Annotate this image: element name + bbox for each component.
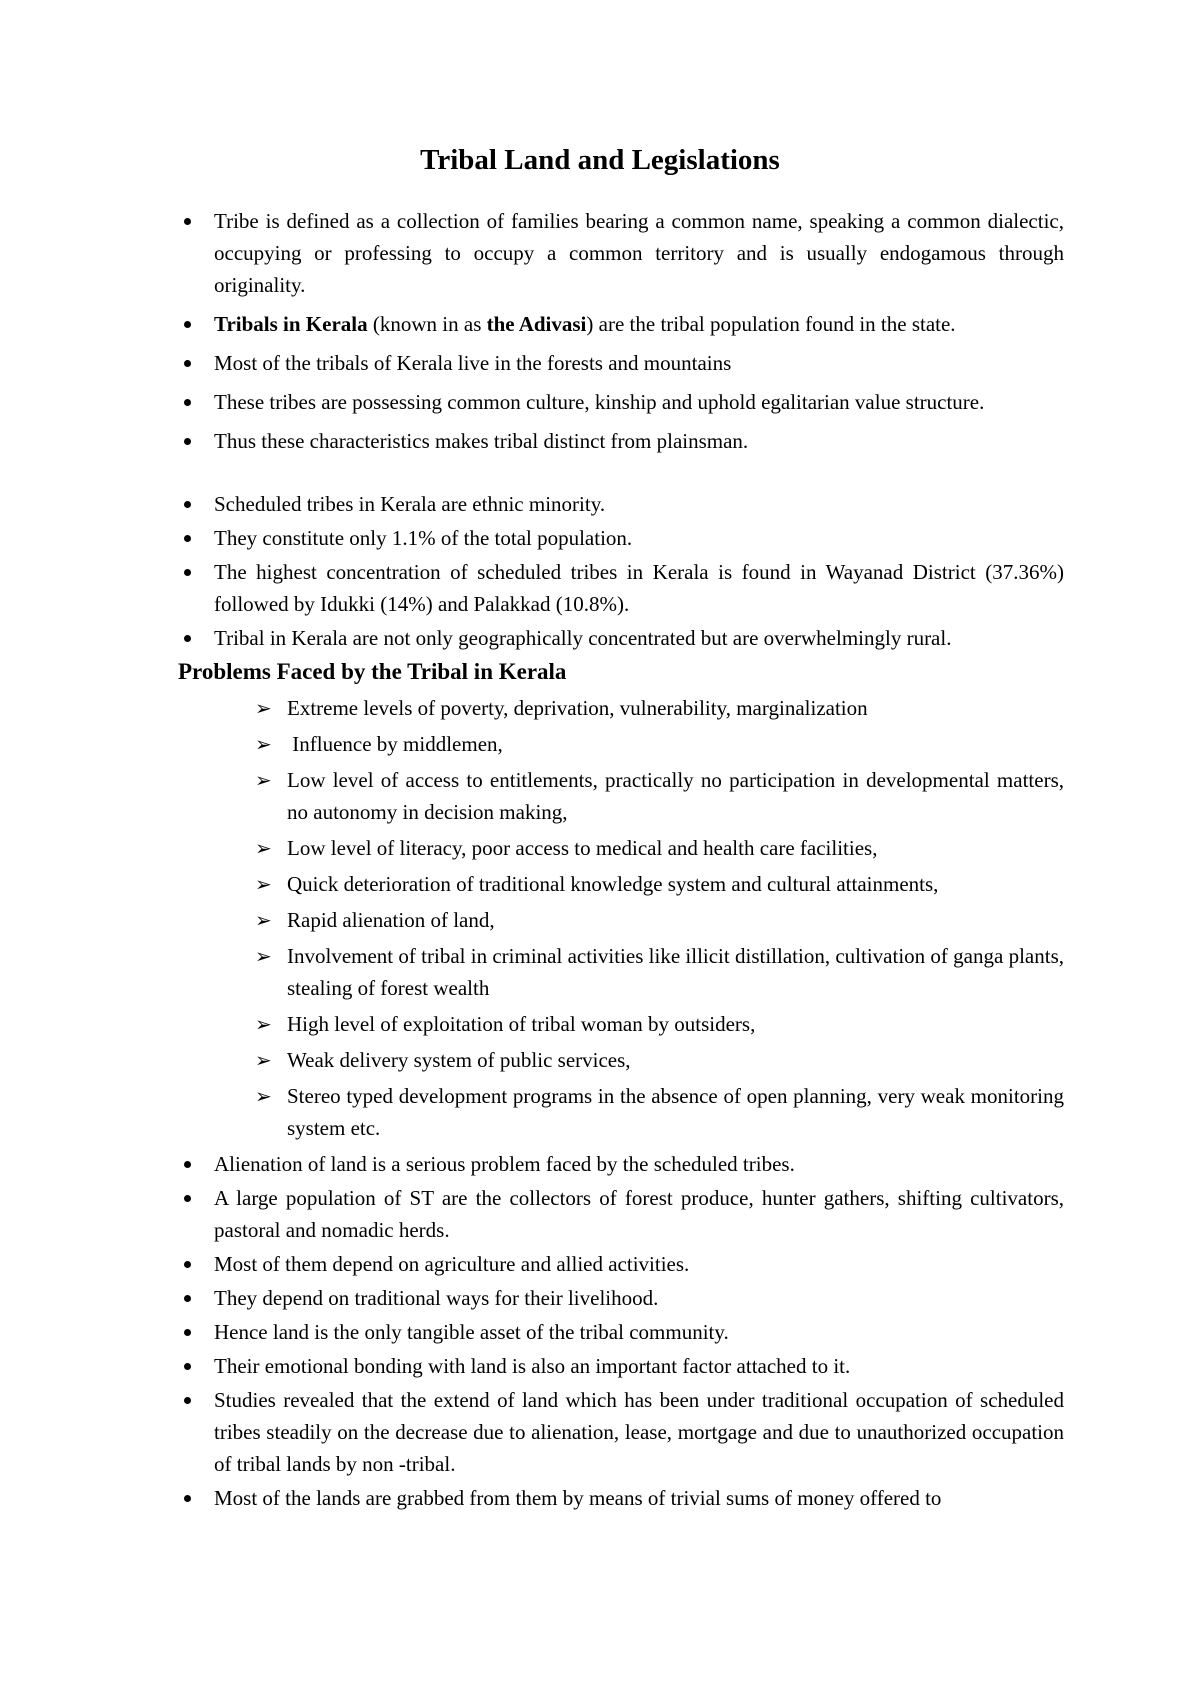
- document-body: [178, 205, 1064, 1516]
- bullet-item: Tribe is defined as a collection of families bearing a common name, speaking a common dialectic, occupying or professing to occupy a common territory and is usually endogamous through originality.: [178, 205, 1064, 301]
- arrow-item: [253, 868, 1064, 900]
- bullet-text: (known in as: [367, 312, 487, 336]
- problems-heading: Problems Faced by the Tribal in Kerala: [178, 659, 567, 684]
- bullet-item: Scheduled tribes in Kerala are ethnic minority.: [178, 488, 1064, 520]
- arrow-bullet-icon: ➢: [255, 872, 272, 896]
- arrow-bullet-icon: ➢: [255, 1084, 272, 1108]
- arrow-bullet-icon: ➢: [255, 1048, 272, 1072]
- arrow-bullet-icon: ➢: [255, 696, 272, 720]
- bullet-item: Their emotional bonding with land is also an important factor attached to it.: [178, 1350, 1064, 1382]
- arrow-item: [253, 764, 1064, 828]
- arrow-item-text: Influence by middlemen,: [287, 732, 503, 756]
- bullet-item: They constitute only 1.1% of the total population.: [178, 522, 1064, 554]
- problems-arrow-list: [178, 692, 1064, 1144]
- arrow-item-text: Weak delivery system of public services,: [287, 1048, 631, 1072]
- arrow-bullet-icon: ➢: [255, 1012, 272, 1036]
- bullet-item: [178, 308, 1064, 340]
- bold-term: Tribals in Kerala: [214, 312, 368, 336]
- arrow-item: [253, 1080, 1064, 1144]
- arrow-bullet-icon: ➢: [255, 732, 272, 756]
- arrow-item: [253, 832, 1064, 864]
- stats-bullet-list: [178, 488, 1064, 654]
- arrow-item-text: Stereo typed development programs in the absence of open planning, very weak monitoring system etc.: [287, 1084, 1064, 1140]
- land-bullet-list: [178, 1148, 1064, 1514]
- document-title: Tribal Land and Legislations: [420, 144, 780, 176]
- arrow-item-text: Low level of access to entitlements, practically no participation in developmental matters, no autonomy in decision making,: [287, 768, 1064, 824]
- bullet-item: These tribes are possessing common culture, kinship and uphold egalitarian value structure.: [178, 386, 1064, 418]
- spacer: [178, 464, 1064, 488]
- arrow-item-text: Quick deterioration of traditional knowledge system and cultural attainments,: [287, 872, 939, 896]
- bullet-item: Tribal in Kerala are not only geographically concentrated but are overwhelmingly rural.: [178, 622, 1064, 654]
- arrow-bullet-icon: ➢: [255, 768, 272, 792]
- bullet-item: A large population of ST are the collectors of forest produce, hunter gathers, shifting cultivators, pastoral and nomadic herds.: [178, 1182, 1064, 1246]
- intro-bullet-list: [178, 205, 1064, 457]
- bullet-item: Hence land is the only tangible asset of the tribal community.: [178, 1316, 1064, 1348]
- bullet-item: Most of the lands are grabbed from them by means of trivial sums of money offered to: [178, 1482, 1064, 1514]
- bullet-item: Most of them depend on agriculture and allied activities.: [178, 1248, 1064, 1280]
- arrow-item-text: Rapid alienation of land,: [287, 908, 495, 932]
- arrow-bullet-icon: ➢: [255, 944, 272, 968]
- bullet-item: They depend on traditional ways for their livelihood.: [178, 1282, 1064, 1314]
- bullet-text: ) are the tribal population found in the state.: [586, 312, 956, 336]
- bullet-item: Alienation of land is a serious problem faced by the scheduled tribes.: [178, 1148, 1064, 1180]
- arrow-item-text: Extreme levels of poverty, deprivation, vulnerability, marginalization: [287, 696, 868, 720]
- arrow-item-text: Involvement of tribal in criminal activities like illicit distillation, cultivation of ganga plants, stealing of forest wealth: [287, 944, 1064, 1000]
- arrow-item-text: Low level of literacy, poor access to medical and health care facilities,: [287, 836, 878, 860]
- arrow-item: [253, 728, 1064, 760]
- arrow-item: [253, 1044, 1064, 1076]
- bullet-item: Thus these characteristics makes tribal distinct from plainsman.: [178, 425, 1064, 457]
- bullet-item: The highest concentration of scheduled tribes in Kerala is found in Wayanad District (37.36%) followed by Idukki (14%) and Palakkad (10.8%).: [178, 556, 1064, 620]
- bullet-item: Most of the tribals of Kerala live in the forests and mountains: [178, 347, 1064, 379]
- arrow-item: [253, 904, 1064, 936]
- arrow-bullet-icon: ➢: [255, 908, 272, 932]
- arrow-bullet-icon: ➢: [255, 836, 272, 860]
- arrow-item: [253, 1008, 1064, 1040]
- arrow-item-text: High level of exploitation of tribal woman by outsiders,: [287, 1012, 756, 1036]
- bullet-item: Studies revealed that the extend of land which has been under traditional occupation of scheduled tribes steadily on the decrease due to alienation, lease, mortgage and due to unauthorized occupation of tribal lands by non -tribal.: [178, 1384, 1064, 1480]
- arrow-item: [253, 692, 1064, 724]
- arrow-item: [253, 940, 1064, 1004]
- bold-term: the Adivasi: [486, 312, 587, 336]
